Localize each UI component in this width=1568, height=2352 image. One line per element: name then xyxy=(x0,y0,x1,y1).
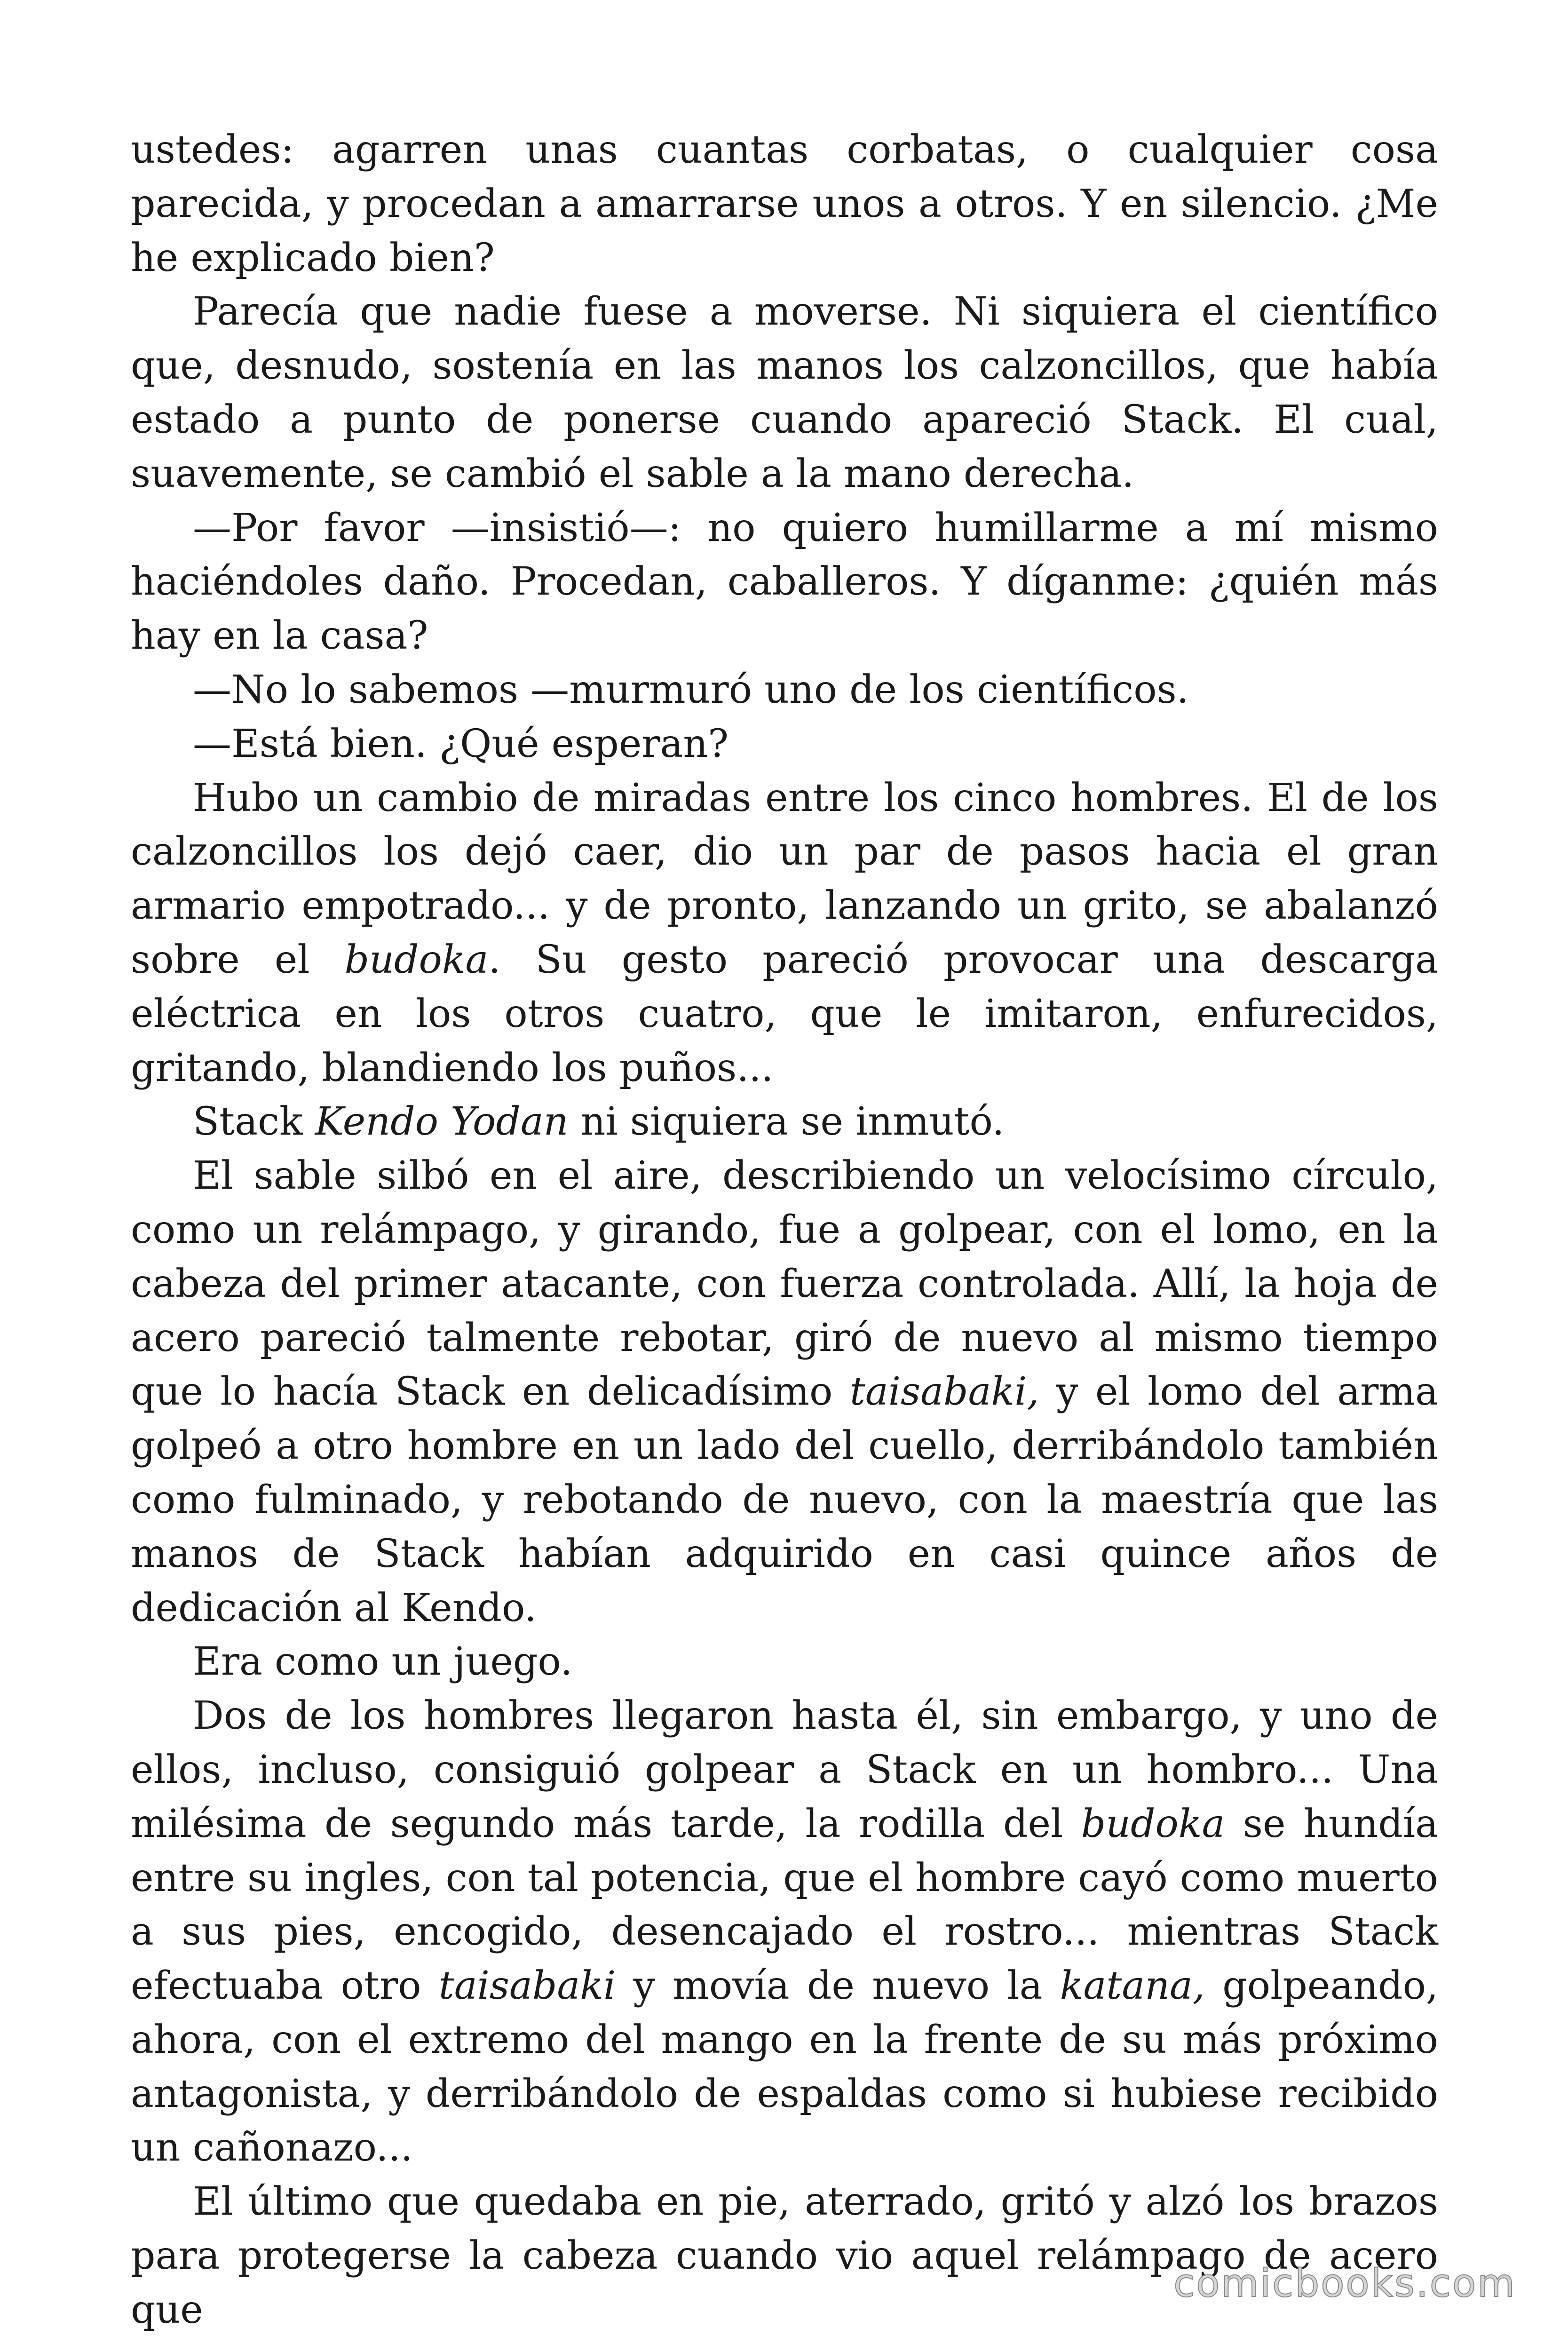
italic-term: budoka xyxy=(344,937,489,982)
paragraph xyxy=(131,717,1438,771)
paragraph xyxy=(131,285,1438,501)
italic-term: taisabaki xyxy=(438,1963,616,2009)
text-run: golpeando, ahora, con el extremo del mango en la frente de su más próximo antagonista, y derribándolo de espaldas como si hubiese recibido un cañonazo... xyxy=(131,1963,1439,2170)
paragraph xyxy=(131,1149,1438,1635)
text-run: y el lomo del arma golpeó a otro hombre en un lado del cuello, derribándolo también como fulminado, y rebotando de nuevo, con la maestría que las manos de Stack habían adquirido en casi quince años de dedicación al Kendo. xyxy=(131,1369,1438,1630)
text-run: Parecía que nadie fuese a moverse. Ni siquiera el científico que, desnudo, sostenía en las manos los calzoncillos, que había estado a punto de ponerse cuando apareció Stack. El cual, suavemente, se cambió el sable a la mano derecha. xyxy=(131,289,1438,496)
watermark: comicbooks.com xyxy=(1173,2261,1516,2306)
text-run: . Su gesto pareció provocar una descarga eléctrica en los otros cuatro, que le imitaron, enfurecidos, gritando, blandiendo los puños... xyxy=(131,937,1438,1090)
text-run: Era como un juego. xyxy=(193,1639,573,1685)
paragraph xyxy=(131,663,1438,717)
paragraph xyxy=(131,1635,1438,1689)
italic-term: Kendo Yodan xyxy=(315,1099,569,1144)
page-text xyxy=(131,123,1438,2337)
text-run: se hundía entre su ingles, con tal potencia, que el hombre cayó como muerto a sus pies, encogido, desencajado el rostro... mientras Stack efectuaba otro xyxy=(131,1801,1438,2009)
paragraph xyxy=(131,2175,1438,2337)
paragraph xyxy=(131,123,1438,285)
italic-term: taisabaki, xyxy=(849,1369,1039,1414)
text-run: Dos de los hombres llegaron hasta él, sin embargo, y uno de ellos, incluso, consiguió golpear a Stack en un hombro... Una milésima de segundo más tarde, la rodilla del xyxy=(131,1693,1438,1846)
text-run: ni siquiera se inmutó. xyxy=(568,1099,1005,1144)
paragraph xyxy=(131,771,1438,1096)
text-run: Stack xyxy=(193,1099,315,1144)
text-run: y movía de nuevo la xyxy=(616,1963,1060,2009)
text-run: El sable silbó en el aire, describiendo un velocísimo círculo, como un relámpago, y girando, fue a golpear, con el lomo, en la cabeza del primer atacante, con fuerza controlada. Allí, la hoja de acero pareció talmente rebotar, giró de nuevo al mismo tiempo que lo hacía Stack en delicadísimo xyxy=(131,1153,1438,1414)
paragraph xyxy=(131,1095,1438,1149)
text-run: —Está bien. ¿Qué esperan? xyxy=(193,721,729,766)
italic-term: budoka xyxy=(1081,1801,1225,1846)
paragraph xyxy=(131,1689,1438,2175)
paragraph xyxy=(131,501,1438,663)
text-run: ustedes: agarren unas cuantas corbatas, o cualquier cosa parecida, y procedan a amarrarse unos a otros. Y en silencio. ¿Me he explicado bien? xyxy=(131,127,1438,280)
italic-term: katana, xyxy=(1060,1963,1205,2009)
text-run: —No lo sabemos —murmuró uno de los científicos. xyxy=(193,667,1189,712)
text-run: —Por favor —insistió—: no quiero humillarme a mí mismo haciéndoles daño. Procedan, caballeros. Y díganme: ¿quién más hay en la casa? xyxy=(131,505,1438,659)
text-run: Hubo un cambio de miradas entre los cinco hombres. El de los calzoncillos los dejó caer, dio un par de pasos hacia el gran armario empotrado... y de pronto, lanzando un grito, se abalanzó sobre el xyxy=(131,775,1438,982)
text-run: El último que quedaba en pie, aterrado, gritó y alzó los brazos para protegerse la cabeza cuando vio aquel relámpago de acero que xyxy=(131,2179,1438,2332)
